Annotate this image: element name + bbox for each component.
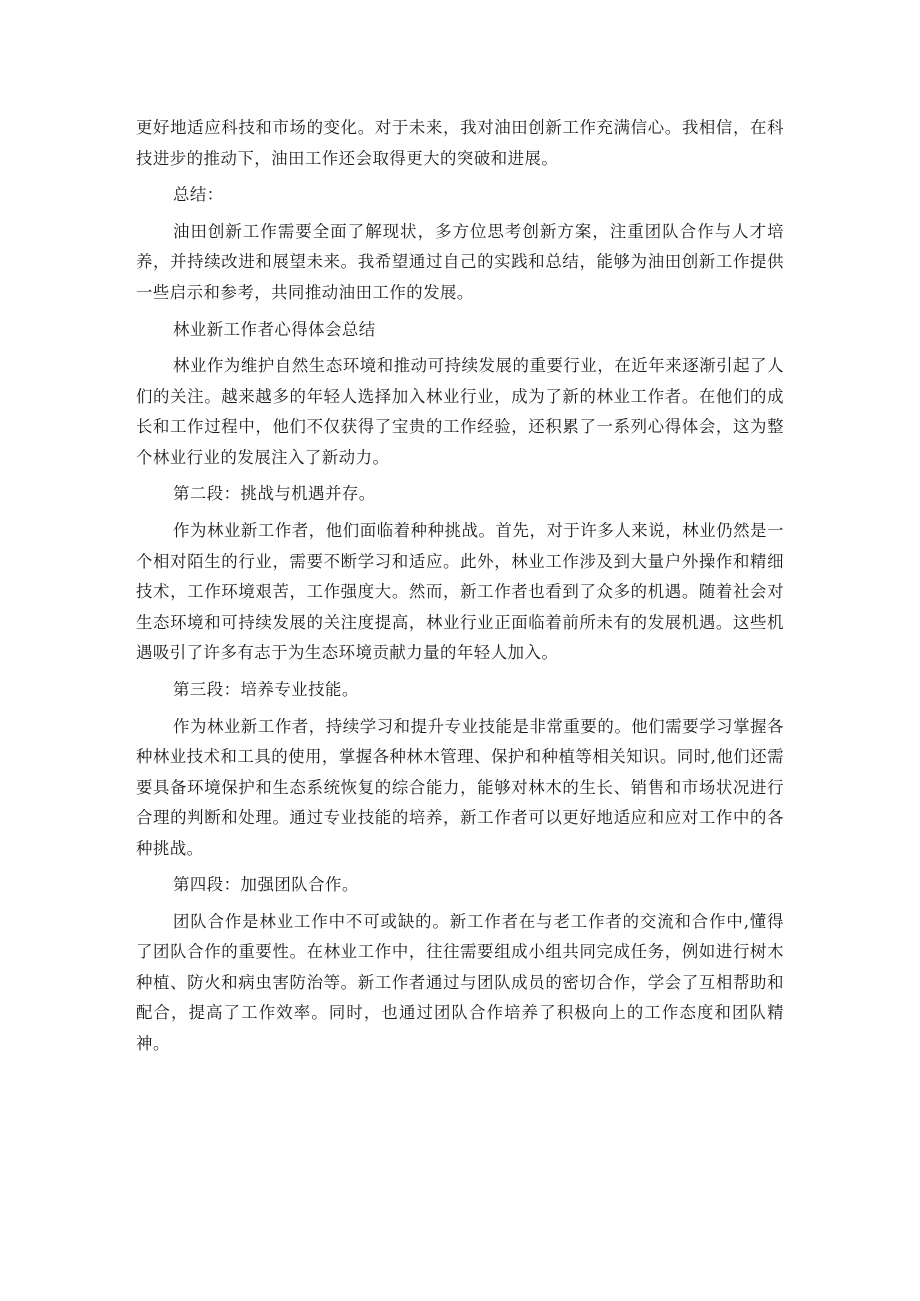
- paragraph-body: 作为林业新工作者，他们面临着种种挑战。首先，对于许多人来说，林业仍然是一个相对陌生的行业，需要不断学习和适应。此外，林业工作涉及到大量户外操作和精细技术，工作环境艰苦，工作强度大。然而，新工作者也看到了众多的机遇。随着社会对生态环境和可持续发展的关注度提高，林业行业正面临着前所未有的发展机遇。这些机遇吸引了许多有志于为生态环境贡献力量的年轻人加入。: [136, 521, 784, 663]
- paragraph-continuation: 更好地适应科技和市场的变化。对于未来，我对油田创新工作充满信心。我相信，在科技进步的推动下，油田工作还会取得更大的突破和进展。: [136, 118, 784, 168]
- paragraph-body: 油田创新工作需要全面了解现状，多方位思考创新方案，注重团队合作与人才培养，并持续改进和展望未来。我希望通过自己的实践和总结，能够为油田创新工作提供一些启示和参考，共同推动油田工作的发展。: [136, 221, 784, 302]
- paragraph-body: 团队合作是林业工作中不可或缺的。新工作者在与老工作者的交流和合作中,懂得了团队合作的重要性。在林业工作中，往往需要组成小组共同完成任务，例如进行树木种植、防火和病虫害防治等。新工作者通过与团队成员的密切合作，学会了互相帮助和配合，提高了工作效率。同时，也通过团队合作培养了积极向上的工作态度和团队精神。: [136, 911, 784, 1053]
- document-title: 林业新工作者心得体会总结: [173, 319, 376, 339]
- paragraph-body: 作为林业新工作者，持续学习和提升专业技能是非常重要的。他们需要学习掌握各种林业技术和工具的使用，掌握各种林木管理、保护和种植等相关知识。同时,他们还需要具备环境保护和生态系统恢复的综合能力，能够对林木的生长、销售和市场状况进行合理的判断和处理。通过专业技能的培养，新工作者可以更好地适应和应对工作中的各种挑战。: [136, 716, 784, 858]
- section-heading-summary: 总结：: [173, 185, 224, 205]
- section-heading-2: 第二段：挑战与机遇并存。: [173, 484, 376, 504]
- paragraph-body: 林业作为维护自然生态环境和推动可持续发展的重要行业，在近年来逐渐引起了人们的关注。越来越多的年轻人选择加入林业行业，成为了新的林业工作者。在他们的成长和工作过程中，他们不仅获得了宝贵的工作经验，还积累了一系列心得体会，这为整个林业行业的发展注入了新动力。: [136, 356, 784, 467]
- document-body: [136, 113, 784, 1066]
- section-heading-4: 第四段：加强团队合作。: [173, 875, 359, 895]
- section-heading-3: 第三段：培养专业技能。: [173, 679, 359, 699]
